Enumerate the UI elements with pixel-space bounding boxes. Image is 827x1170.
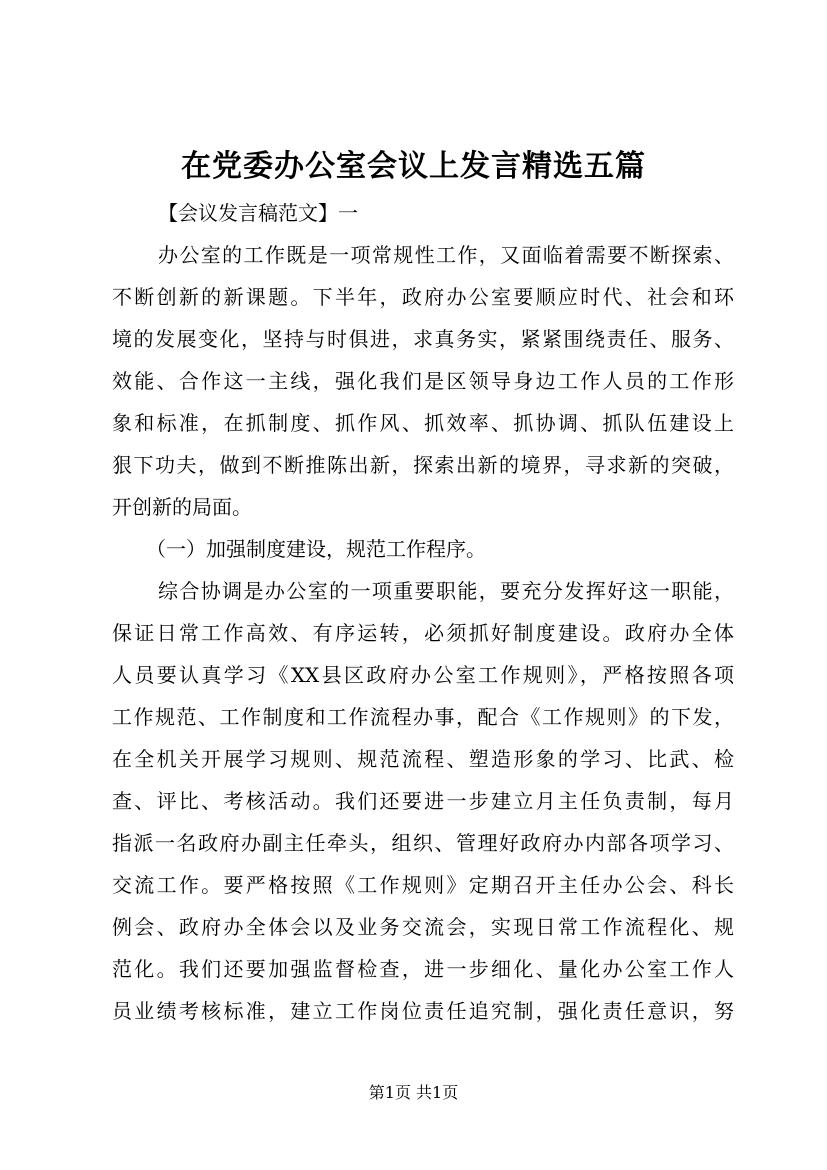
paragraph-line: 范化。我们还要加强监督检查，进一步细化、量化办公室工作人 bbox=[112, 957, 734, 981]
paragraph-line: 指派一名政府办副主任牵头，组织、管理好政府办内部各项学习、 bbox=[112, 831, 734, 855]
paragraph-line: 不断创新的新课题。下半年，政府办公室要顺应时代、社会和环 bbox=[112, 285, 734, 309]
paragraph-line: 效能、合作这一主线，强化我们是区领导身边工作人员的工作形 bbox=[112, 369, 734, 393]
paragraph-line: 例会、政府办全体会以及业务交流会，实现日常工作流程化、规 bbox=[112, 915, 734, 939]
document-title: 在党委办公室会议上发言精选五篇 bbox=[181, 149, 646, 184]
section-heading: 【会议发言稿范文】一 bbox=[158, 201, 358, 225]
paragraph-line: 狠下功夫，做到不断推陈出新，探索出新的境界，寻求新的突破， bbox=[112, 453, 734, 477]
page-footer: 第1页 共1页 bbox=[368, 1083, 459, 1102]
paragraph-line: 查、评比、考核活动。我们还要进一步建立月主任负责制，每月 bbox=[112, 789, 734, 813]
paragraph-line: 员业绩考核标准，建立工作岗位责任追究制，强化责任意识，努 bbox=[112, 999, 734, 1023]
paragraph-line: 办公室的工作既是一项常规性工作，又面临着需要不断探索、 bbox=[158, 243, 734, 267]
paragraph-line: 象和标准，在抓制度、抓作风、抓效率、抓协调、抓队伍建设上 bbox=[112, 411, 734, 435]
paragraph-line: 在全机关开展学习规则、规范流程、塑造形象的学习、比武、检 bbox=[112, 747, 734, 771]
paragraph-line: 交流工作。要严格按照《工作规则》定期召开主任办公会、科长 bbox=[112, 873, 734, 897]
paragraph-line: 保证日常工作高效、有序运转，必须抓好制度建设。政府办全体 bbox=[112, 621, 734, 645]
paragraph-line: 综合协调是办公室的一项重要职能，要充分发挥好这一职能， bbox=[158, 579, 734, 603]
paragraph-line: 工作规范、工作制度和工作流程办事，配合《工作规则》的下发， bbox=[112, 705, 734, 729]
subsection-heading: （一）加强制度建设，规范工作程序。 bbox=[146, 537, 486, 561]
document-body bbox=[112, 192, 734, 1032]
paragraph-line: 人员要认真学习《XX县区政府办公室工作规则》，严格按照各项 bbox=[112, 663, 734, 687]
paragraph-line: 境的发展变化，坚持与时俱进，求真务实，紧紧围绕责任、服务、 bbox=[112, 327, 734, 351]
paragraph-line: 开创新的局面。 bbox=[112, 495, 252, 519]
